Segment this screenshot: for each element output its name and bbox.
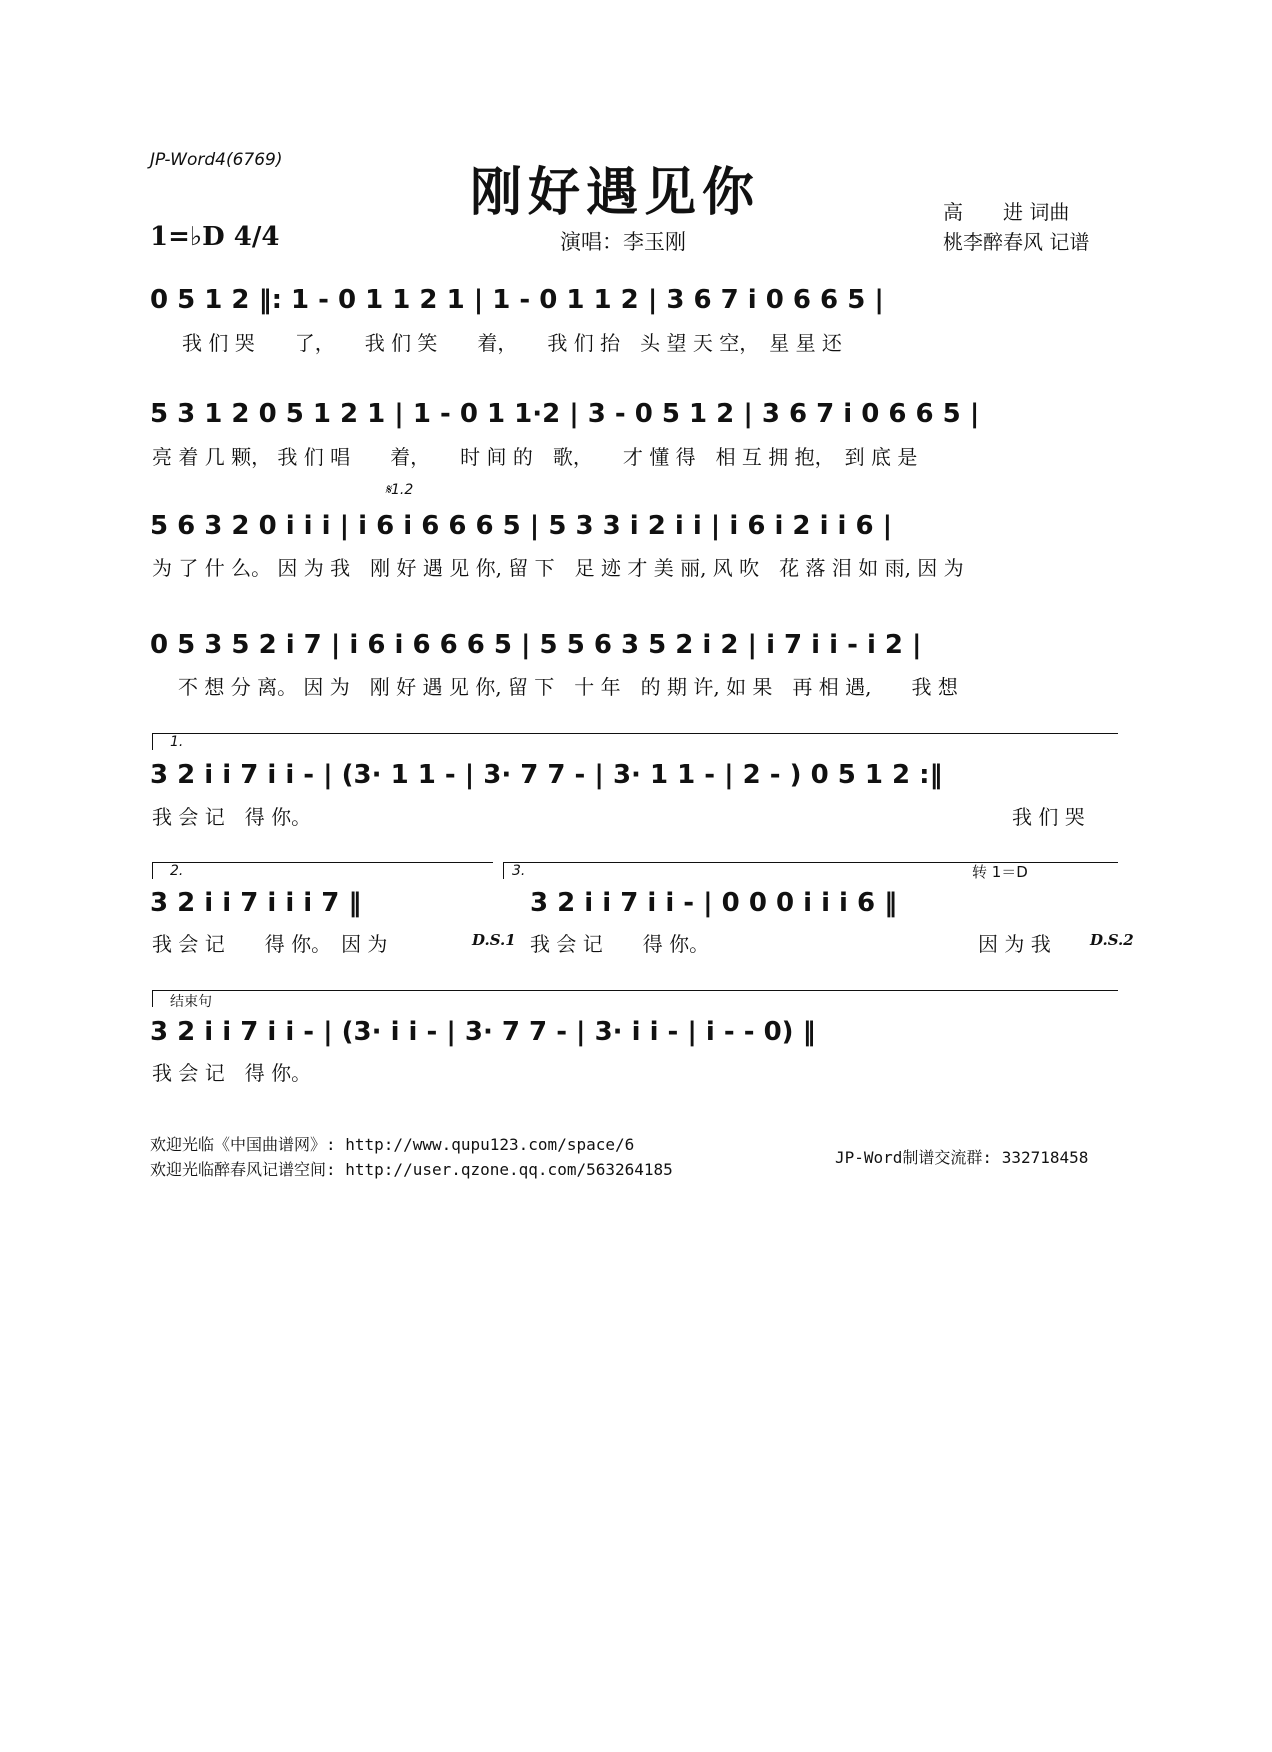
lyrics-line-6c: 因 为 我 <box>978 932 1051 956</box>
volta-1-label: 1. <box>170 734 184 750</box>
volta-2-label: 2. <box>170 863 184 879</box>
lyrics-line-1: 我 们 哭 了， 我 们 笑 着， 我 们 抬 头 望 天 空， 星 星 还 <box>182 331 842 355</box>
volta-3-label: 3. <box>512 863 526 879</box>
notation-line-6a: 3 2 i i 7 i i i 7 ‖ <box>150 888 362 918</box>
lyrics-line-3: 为 了 什 么。 因 为 我 刚 好 遇 见 你, 留 下 足 迹 才 美 丽, 风 吹 花 落 泪 如 雨, 因 为 <box>152 556 964 580</box>
ending-bracket <box>152 990 1118 1007</box>
lyrics-line-5-end: 我 们 哭 <box>1012 805 1085 829</box>
lyricist-composer: 高 进 词曲 <box>943 200 1070 224</box>
volta-bracket-1 <box>152 733 1118 750</box>
footer-link-1: 欢迎光临《中国曲谱网》: http://www.qupu123.com/space/6 <box>150 1135 635 1154</box>
ending-label: 结束句 <box>170 994 212 1010</box>
notation-line-1: 0 5 1 2 ‖: 1 - 0 1 1 2 1 | 1 - 0 1 1 2 | 3 6 7 i 0 6 6 5 | <box>150 285 884 315</box>
lyrics-line-6b: 我 会 记 得 你。 <box>530 932 710 956</box>
lyrics-line-6a: 我 会 记 得 你。 因 为 <box>152 932 388 956</box>
source-label: JP-Word4(6769) <box>150 150 283 170</box>
segno-mark: 𝄋1.2 <box>385 482 414 498</box>
lyrics-line-4: 不 想 分 离。 因 为 刚 好 遇 见 你, 留 下 十 年 的 期 许, 如 果 再 相 遇, 我 想 <box>178 675 958 699</box>
transcriber: 桃李醉春风 记谱 <box>943 230 1090 254</box>
key-signature: 1=♭D 4/4 <box>150 222 280 252</box>
lyrics-line-2: 亮 着 几 颗， 我 们 唱 着， 时 间 的 歌， 才 懂 得 相 互 拥 抱， 到 底 是 <box>152 445 918 469</box>
notation-line-3: 5 6 3 2 0 i i i | i 6 i 6 6 6 5 | 5 3 3 i 2 i i | i 6 i 2 i i 6 | <box>150 511 893 541</box>
footer-group: JP-Word制谱交流群: 332718458 <box>835 1148 1089 1167</box>
notation-line-2: 5 3 1 2 0 5 1 2 1 | 1 - 0 1 1·2 | 3 - 0 5 1 2 | 3 6 7 i 0 6 6 5 | <box>150 399 980 429</box>
ds1-mark: D.S.1 <box>472 931 516 949</box>
page-title: 刚好遇见你 <box>470 162 761 223</box>
notation-line-5: 3 2 i i 7 i i - | (3· 1 1 - | 3· 7 7 - | 3· 1 1 - | 2 - ) 0 5 1 2 :‖ <box>150 760 943 790</box>
footer-link-2: 欢迎光临醉春风记谱空间: http://user.qzone.qq.com/563264185 <box>150 1160 673 1179</box>
notation-line-4: 0 5 3 5 2 i 7 | i 6 i 6 6 6 5 | 5 5 6 3 5 2 i 2 | i 7 i i - i 2 | <box>150 630 922 660</box>
notation-line-7: 3 2 i i 7 i i - | (3· i i - | 3· 7 7 - | 3· i i - | i - - 0) ‖ <box>150 1017 816 1047</box>
notation-line-6b: 3 2 i i 7 i i - | 0 0 0 i i i 6 ‖ <box>530 888 898 918</box>
ds2-mark: D.S.2 <box>1090 931 1134 949</box>
singer: 演唱：李玉刚 <box>560 230 686 254</box>
volta-bracket-2 <box>152 862 493 879</box>
lyrics-line-5: 我 会 记 得 你。 <box>152 805 312 829</box>
modulation-mark: 转 1＝D <box>972 863 1028 881</box>
lyrics-line-7: 我 会 记 得 你。 <box>152 1061 312 1085</box>
